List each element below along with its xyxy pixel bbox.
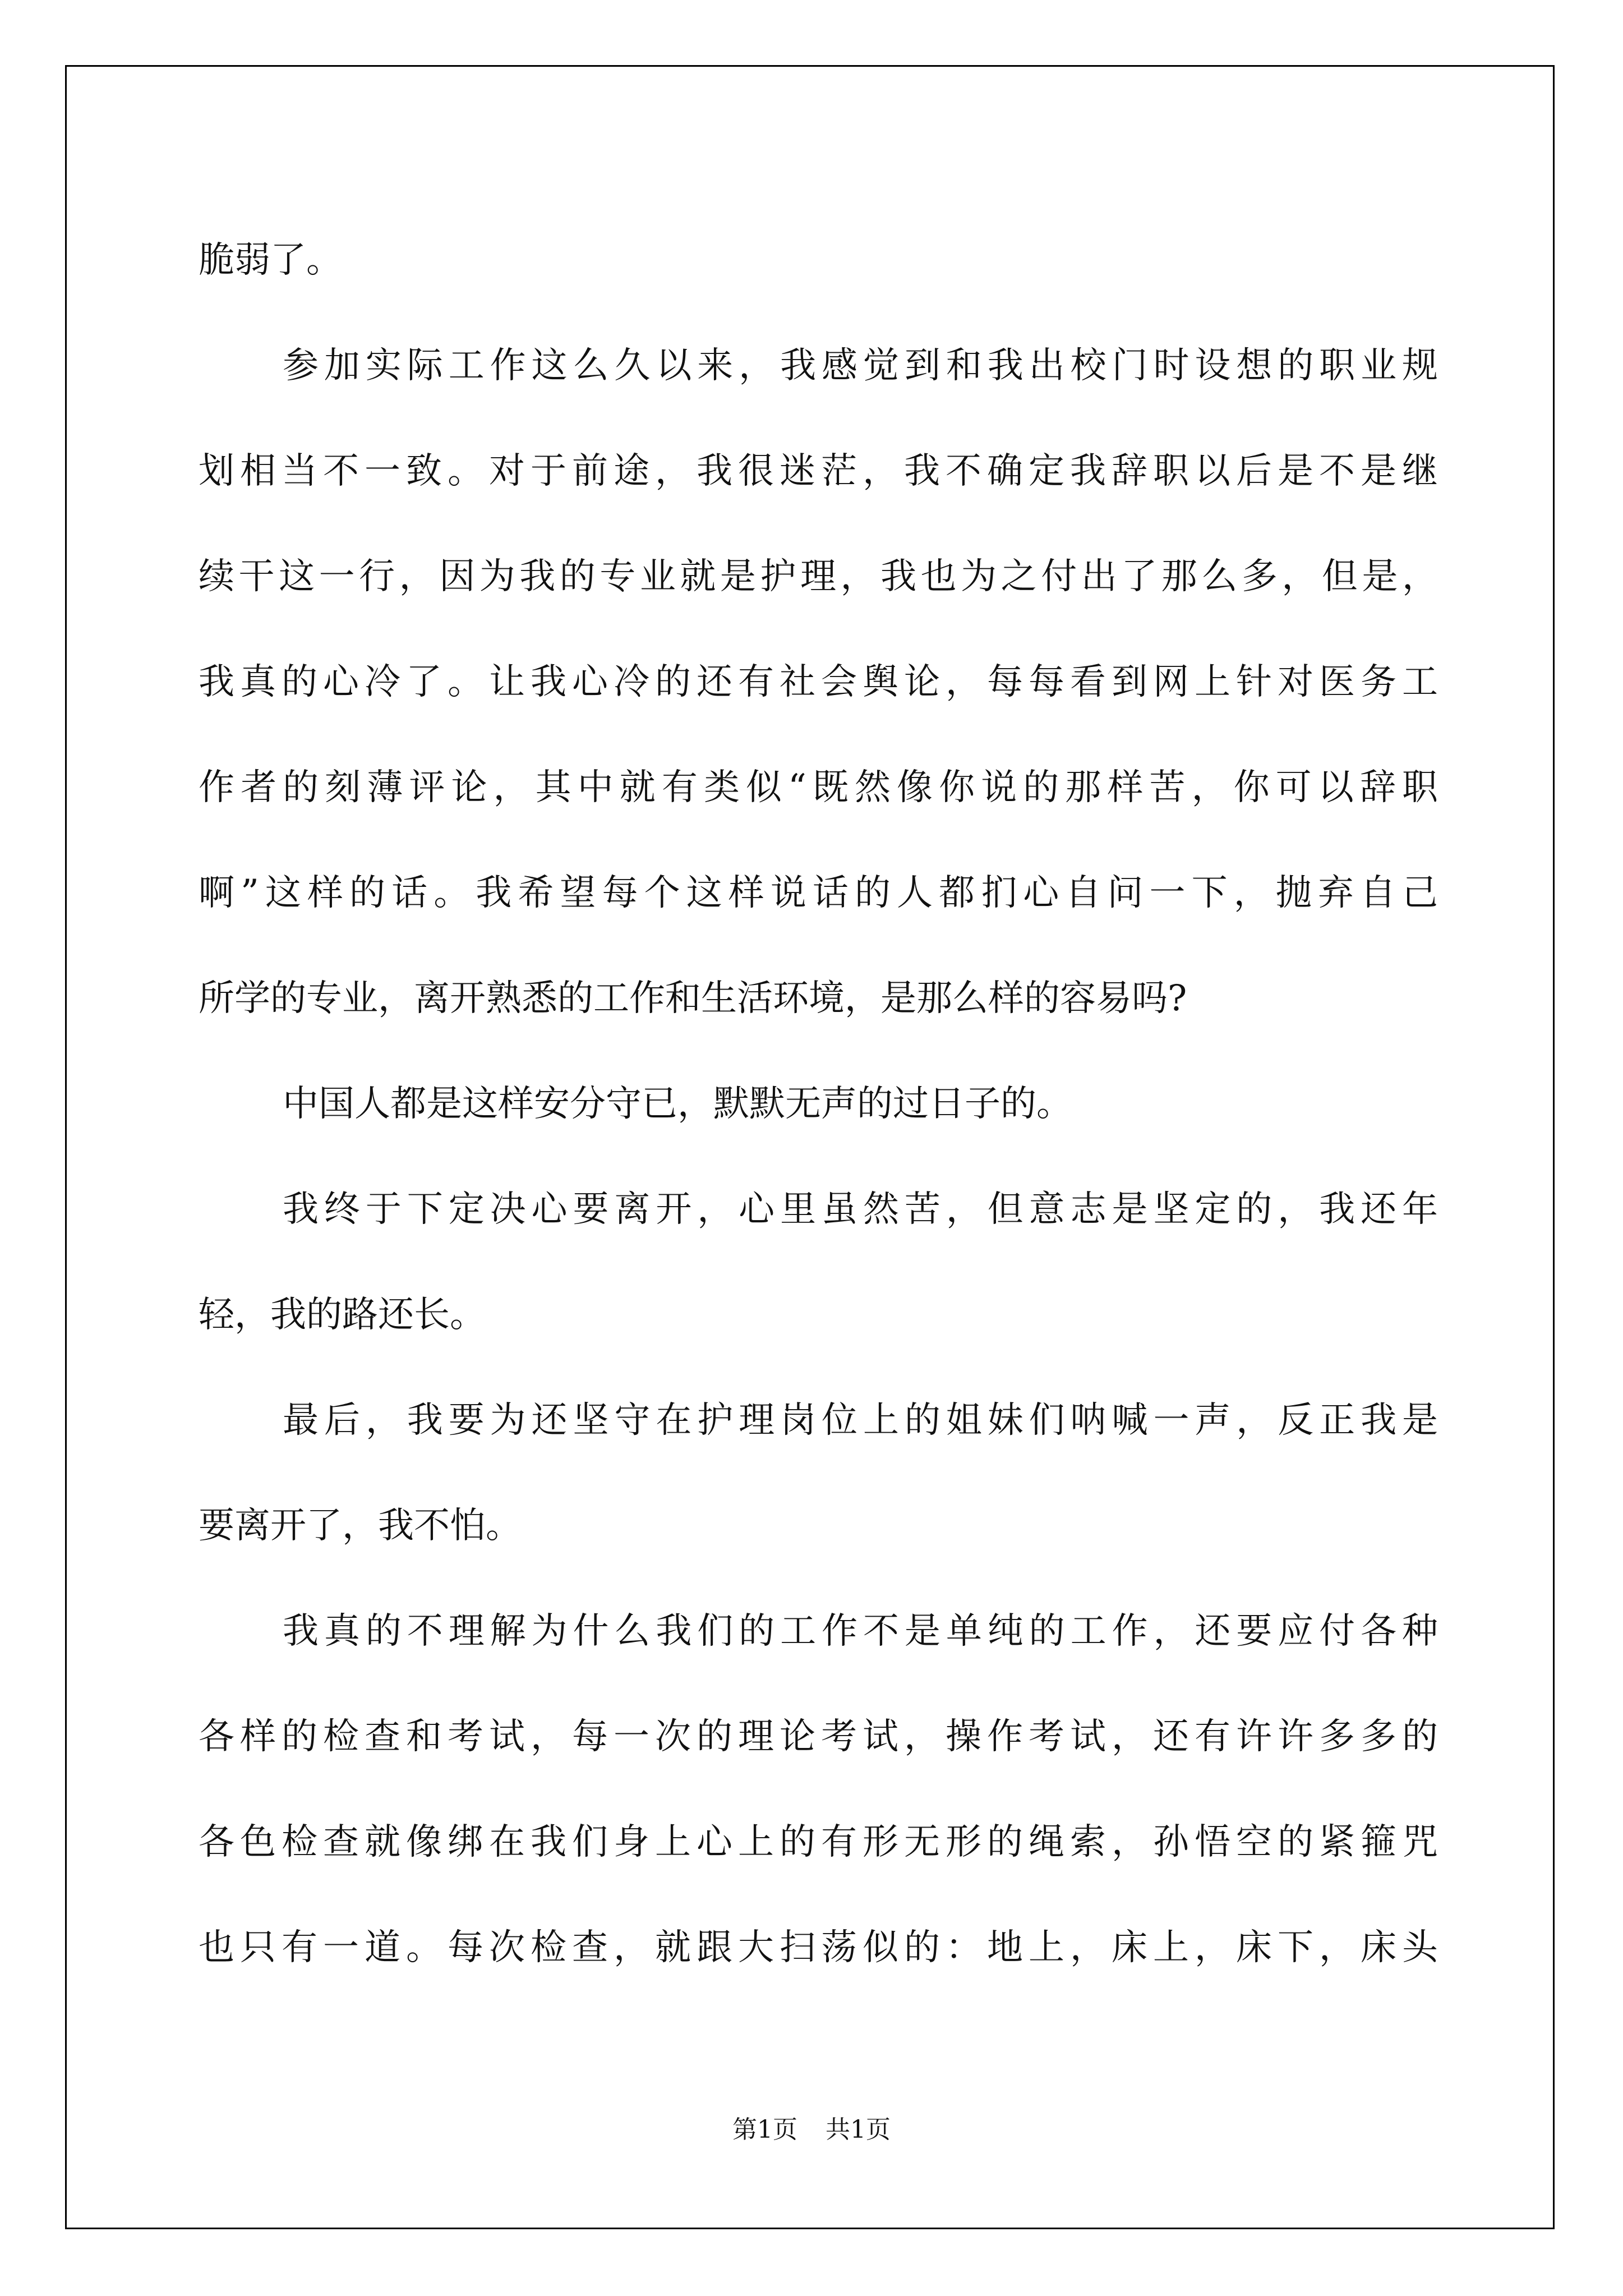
text-line: 也只有一道。每次检查，就跟大扫荡似的：地上，床上，床下，床头 xyxy=(199,1927,1438,1968)
page-footer xyxy=(0,2109,1623,2145)
text-line: 各样的检查和考试，每一次的理论考试，操作考试，还有许许多多的 xyxy=(199,1716,1438,1757)
text-line: 中国人都是这样安分守已，默默无声的过日子的。 xyxy=(283,1083,1072,1125)
text-line: 最后，我要为还坚守在护理岗位上的姐妹们呐喊一声，反正我是 xyxy=(283,1400,1438,1441)
text-line: 作者的刻薄评论，其中就有类似“既然像你说的那样苦，你可以辞职 xyxy=(199,767,1438,808)
text-line: 我真的不理解为什么我们的工作不是单纯的工作，还要应付各种 xyxy=(283,1611,1438,1652)
text-line: 各色检查就像绑在我们身上心上的有形无形的绳索，孙悟空的紧箍咒 xyxy=(199,1821,1438,1863)
text-line: 所学的专业，离开熟悉的工作和生活环境，是那么样的容易吗? xyxy=(199,978,1187,1019)
text-line: 我终于下定决心要离开，心里虽然苦，但意志是坚定的，我还年 xyxy=(283,1189,1438,1230)
text-line: 续干这一行，因为我的专业就是护理，我也为之付出了那么多，但是， xyxy=(199,556,1438,597)
page-total: 共1页 xyxy=(826,2115,891,2144)
text-line: 啊”这样的话。我希望每个这样说话的人都扪心自问一下，抛弃自己 xyxy=(199,872,1438,914)
page-number: 第1页 xyxy=(732,2115,797,2144)
document-body xyxy=(199,208,1438,2000)
text-line: 脆弱了。 xyxy=(199,240,342,281)
text-line: 要离开了，我不怕。 xyxy=(199,1505,522,1547)
text-line: 我真的心冷了。让我心冷的还有社会舆论，每每看到网上针对医务工 xyxy=(199,661,1438,703)
text-line: 划相当不一致。对于前途，我很迷茫，我不确定我辞职以后是不是继 xyxy=(199,450,1438,492)
text-line: 参加实际工作这么久以来，我感觉到和我出校门时设想的职业规 xyxy=(283,345,1438,386)
text-line: 轻，我的路还长。 xyxy=(199,1294,486,1336)
